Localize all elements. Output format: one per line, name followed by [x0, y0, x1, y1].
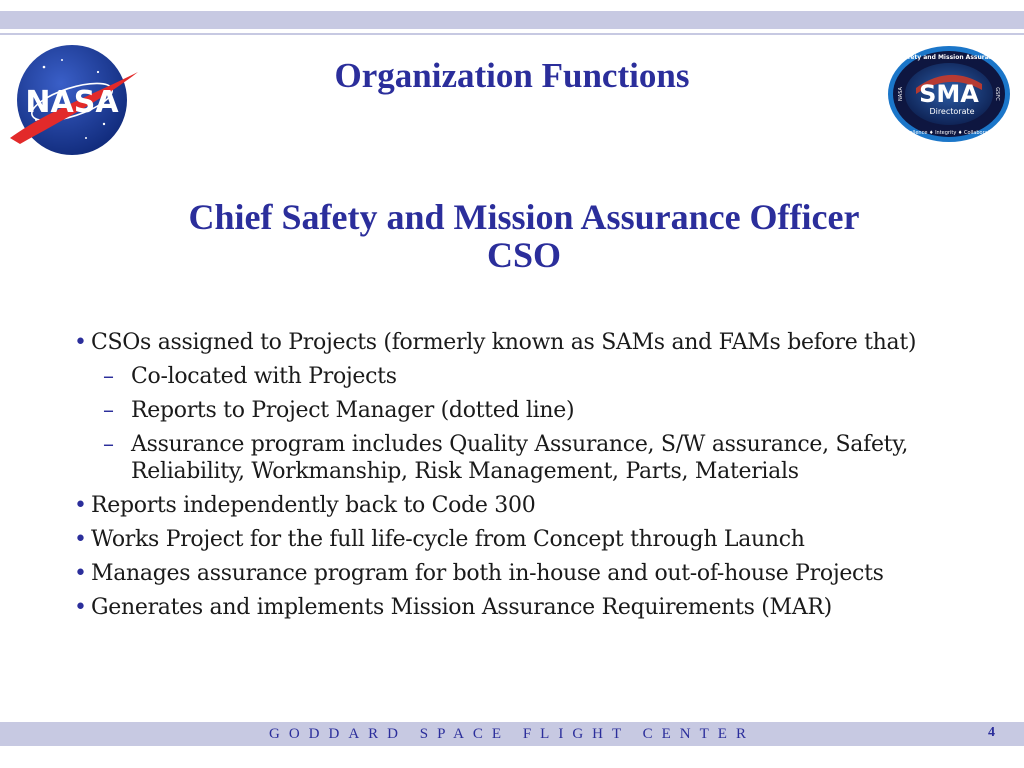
- bullet-item: [72, 560, 972, 587]
- subtitle-line-2: CSO: [486, 235, 562, 275]
- dash-icon: –: [103, 432, 114, 457]
- sma-seal-sub-text: Directorate: [929, 107, 975, 116]
- bullet-item: [72, 594, 972, 621]
- sma-seal-left-letters: NASA: [898, 87, 904, 101]
- bullet-item: [72, 526, 972, 553]
- subtitle-line-1: Chief Safety and Mission Assurance Officer: [188, 197, 860, 237]
- slide-subtitle: [90, 198, 958, 274]
- sub-bullet-item: [72, 363, 972, 390]
- sma-seal-main-text: SMA: [919, 80, 979, 108]
- bullet-text: Manages assurance program for both in-house and out-of-house Projects: [91, 561, 884, 586]
- bullet-dot-icon: •: [74, 330, 87, 355]
- bullet-item: [72, 492, 972, 519]
- bullet-text: Works Project for the full life-cycle from Concept through Launch: [91, 527, 805, 552]
- bullet-dot-icon: •: [74, 561, 87, 586]
- footer-text: GODDARD SPACE FLIGHT CENTER: [269, 726, 755, 742]
- header-band: [0, 11, 1024, 29]
- bullet-text: Generates and implements Mission Assurance Requirements (MAR): [91, 595, 832, 620]
- bullet-text: Reports independently back to Code 300: [91, 493, 536, 518]
- page-number: 4: [988, 725, 995, 740]
- sma-seal-right-letters: GSFC: [994, 87, 1000, 101]
- nasa-logo-text: NASA: [25, 85, 119, 120]
- sma-seal-bottom-arc-text: Excellence ♦ Integrity ♦ Collaboration: [900, 130, 998, 136]
- header-rule: [0, 33, 1024, 35]
- sma-seal-top-arc-text: Safety and Mission Assurance: [899, 54, 1001, 61]
- dash-icon: –: [103, 398, 114, 423]
- sub-bullet-text: Reports to Project Manager (dotted line): [131, 398, 575, 423]
- sub-bullet-item: [72, 431, 972, 485]
- bullet-dot-icon: •: [74, 527, 87, 552]
- dash-icon: –: [103, 364, 114, 389]
- sub-bullet-item: [72, 397, 972, 424]
- bullet-dot-icon: •: [74, 493, 87, 518]
- bullet-dot-icon: •: [74, 595, 87, 620]
- bullet-item: [72, 329, 972, 356]
- sub-bullet-text: Assurance program includes Quality Assurance, S/W assurance, Safety, Reliability, Workmanship, Risk Management, Parts, Materials: [131, 432, 909, 484]
- sub-bullet-text: Co-located with Projects: [131, 364, 397, 389]
- bullet-text: CSOs assigned to Projects (formerly known as SAMs and FAMs before that): [91, 330, 917, 355]
- bullet-list: [72, 329, 972, 628]
- slide-title: Organization Functions: [334, 56, 690, 95]
